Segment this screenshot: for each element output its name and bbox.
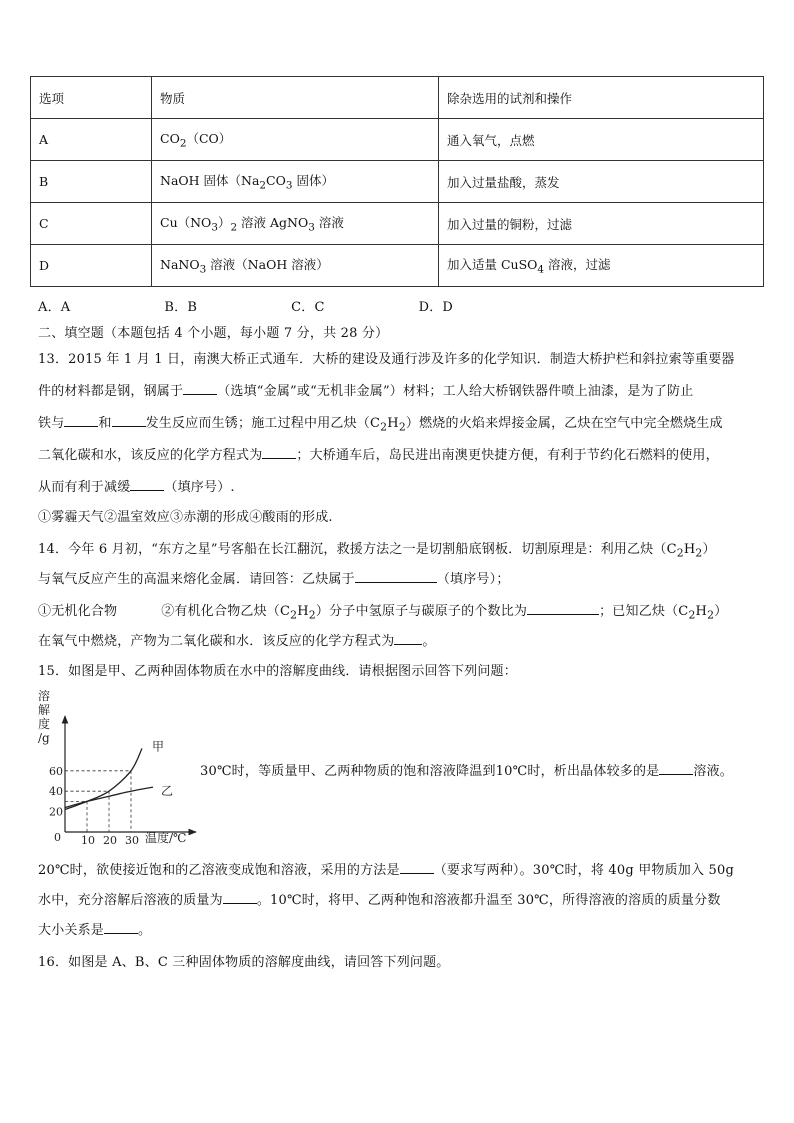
y-tick-label: 60 bbox=[49, 764, 63, 778]
table-header-cell: 物质 bbox=[152, 77, 439, 119]
svg-text:解: 解 bbox=[38, 703, 51, 717]
option-cell: D bbox=[31, 245, 152, 287]
section-title: 二、填空题（本题包括 4 个小题，每小题 7 分，共 28 分） bbox=[38, 326, 389, 341]
x-tick-label: 10 bbox=[81, 834, 95, 847]
chart-xlabel: 温度/℃ bbox=[145, 831, 187, 845]
q13-line-4: 二氧化碳和水，该反应的化学方程式为 ；大桥通车后，岛民进出南澳更快捷方便，有利于节约化石燃料的使用， bbox=[38, 448, 719, 463]
choice-d: D．D bbox=[418, 300, 454, 315]
choice-a: A．A bbox=[38, 300, 71, 315]
options-table bbox=[30, 76, 764, 287]
origin-label: 0 bbox=[54, 831, 61, 844]
series-curve-jia bbox=[65, 748, 142, 809]
table-row bbox=[31, 245, 764, 287]
substance-cell: NaNO$_3$ 溶液（NaOH 溶液） bbox=[152, 245, 439, 287]
q15-line-1: 15．如图是甲、乙两种固体物质在水中的溶解度曲线．请根据图示回答下列问题： bbox=[38, 664, 517, 679]
substance-cell: $Cu(NO_3)_2$ 溶液 AgNO$_3$ 溶液 bbox=[152, 203, 439, 245]
answer-blank[interactable] bbox=[355, 570, 437, 583]
svg-text:溶: 溶 bbox=[38, 689, 51, 703]
x-tick-label: 20 bbox=[103, 834, 117, 847]
q14-line-3: ①无机化合物 ②有机化合物乙炔$(C_2H_2)$分子中氢原子与碳原子的个数比为 ；已知乙炔$(C_2H_2)$ bbox=[38, 604, 728, 622]
answer-blank[interactable] bbox=[262, 446, 296, 459]
answer-blank[interactable] bbox=[183, 382, 217, 395]
method-cell: 加入过量盐酸，蒸发 bbox=[439, 161, 764, 203]
table-row bbox=[31, 119, 764, 161]
answer-blank[interactable] bbox=[112, 414, 146, 427]
series-label: 乙 bbox=[161, 784, 174, 799]
table-row bbox=[31, 203, 764, 245]
answer-blank[interactable] bbox=[223, 891, 257, 904]
q14-line-4: 在氧气中燃烧，产物为二氧化碳和水．该反应的化学方程式为 。 bbox=[38, 634, 436, 649]
answer-blank[interactable] bbox=[394, 632, 422, 645]
choice-c: C．C bbox=[291, 300, 325, 315]
chart-ylabel bbox=[38, 688, 50, 745]
table-header-cell: 除杂选用的试剂和操作 bbox=[439, 77, 764, 119]
table-header-row bbox=[31, 77, 764, 119]
q13-line-6: ①雾霾天气②温室效应③赤潮的形成④酸雨的形成. bbox=[38, 510, 333, 525]
answer-blank[interactable] bbox=[527, 602, 599, 615]
answer-blank[interactable] bbox=[104, 921, 138, 934]
table-row bbox=[31, 161, 764, 203]
q15-side-text: 30℃时，等质量甲、乙两种物质的饱和溶液降温到10℃时，析出晶体较多的是 溶液。 bbox=[200, 764, 733, 779]
substance-cell: NaOH 固体（$Na_2CO_3$ 固体） bbox=[152, 161, 439, 203]
x-tick-label: 30 bbox=[125, 834, 139, 847]
q13-line-2: 件的材料都是钢，钢属于 （选填“金属”或“无机非金属”）材料；工人给大桥钢铁器件喷上油漆，是为了防止 bbox=[38, 384, 694, 399]
answer-choices bbox=[38, 296, 453, 315]
y-tick-label: 20 bbox=[49, 805, 63, 819]
answer-blank[interactable] bbox=[659, 762, 693, 775]
svg-text:度: 度 bbox=[38, 717, 51, 731]
option-cell: C bbox=[31, 203, 152, 245]
y-tick-label: 40 bbox=[49, 785, 63, 799]
q15-line-2: 20℃时，欲使接近饱和的乙溶液变成饱和溶液，采用的方法是 （要求写两种）。30℃时，将 40g 甲物质加入 50g bbox=[38, 863, 734, 878]
choice-b: B．B bbox=[164, 300, 198, 315]
q13-line-5: 从而有利于减缓 （填序号）. bbox=[38, 480, 235, 495]
table-header-cell: 选项 bbox=[31, 77, 152, 119]
substance-cell: $CO_2(CO)$ bbox=[152, 119, 439, 161]
method-cell: 加入过量的铜粉，过滤 bbox=[439, 203, 764, 245]
q14-line-2: 与氧气反应产生的高温来熔化金属．请回答：乙炔属于 （填序号）； bbox=[38, 572, 510, 587]
method-cell: 加入适量 CuSO$_4$ 溶液，过滤 bbox=[439, 245, 764, 287]
q15-line-4: 大小关系是 。 bbox=[38, 923, 152, 938]
series-label: 甲 bbox=[152, 739, 165, 754]
svg-text:/g: /g bbox=[38, 731, 50, 745]
q15-line-3: 水中，充分溶解后溶液的质量为 。10℃时，将甲、乙两种饱和溶液都升温至 30℃，所得溶液的溶质的质量分数 bbox=[38, 893, 721, 908]
q13-line-3: 铁与 和 发生反应而生锈；施工过程中用乙炔$(C_2H_2)$燃烧的火焰来焊接金属，乙炔在空气中完全燃烧生成 bbox=[38, 416, 723, 434]
answer-blank[interactable] bbox=[400, 861, 434, 874]
method-cell: 通入氧气，点燃 bbox=[439, 119, 764, 161]
q16-line-1: 16．如图是 A、B、C 三种固体物质的溶解度曲线，请回答下列问题。 bbox=[38, 955, 450, 970]
option-cell: A bbox=[31, 119, 152, 161]
answer-blank[interactable] bbox=[130, 478, 164, 491]
answer-blank[interactable] bbox=[64, 414, 98, 427]
solubility-chart bbox=[34, 684, 214, 847]
q14-line-1: 14．今年 6 月初，“东方之星”号客船在长江翻沉，救援方法之一是切割船底钢板．切割原理是：利用乙炔$(C_2H_2)$ bbox=[38, 542, 716, 560]
q13-line-1: 13．2015 年 1 月 1 日，南澳大桥正式通车．大桥的建设及通行涉及许多的化学知识．制造大桥护栏和斜拉索等重要器 bbox=[38, 352, 735, 367]
option-cell: B bbox=[31, 161, 152, 203]
